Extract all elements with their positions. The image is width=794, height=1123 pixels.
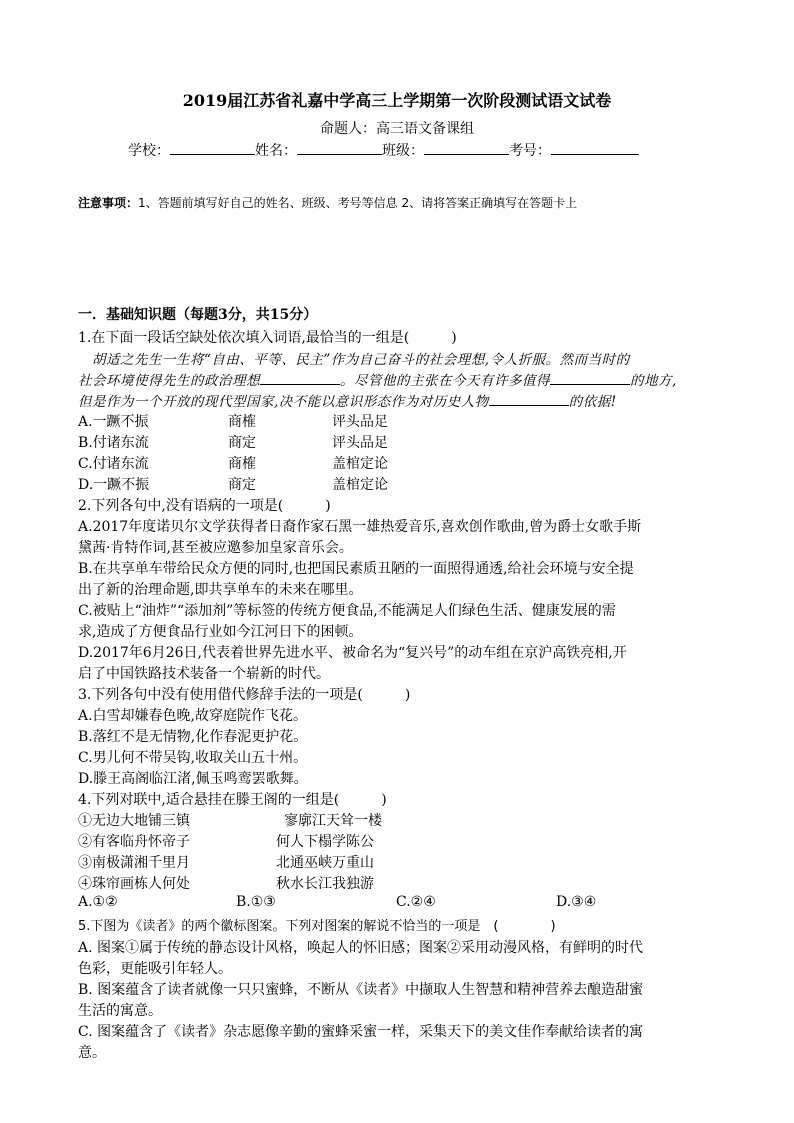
q4-couplet-right: 秋水长江我独游	[276, 876, 374, 892]
q2-option-b-cont: 出了新的治理命题,即共享单车的未来在哪里。	[78, 582, 363, 598]
q4-stem: 4.下列对联中,适合悬挂在滕王阁的一组是( )	[78, 792, 387, 808]
q1-option-d-word2: 商定	[228, 477, 256, 493]
q1-passage-line	[78, 369, 677, 389]
exam-no-blank[interactable]	[551, 140, 639, 155]
q3-option-c: C.男儿何不带吴钩,收取关山五十州。	[78, 750, 308, 766]
section-heading: 一．基础知识题（每题3分，共15分）	[78, 307, 318, 323]
q2-option-a-cont: 黛茜·肯特作词,甚至被应邀参加皇家音乐会。	[78, 540, 353, 556]
q4-couplet-left: ③南极潇湘千里月	[78, 855, 190, 871]
class-label: 班级：	[382, 143, 424, 159]
school-blank[interactable]	[170, 140, 255, 155]
q4-choice-b: B.①③	[236, 894, 276, 910]
notice-label: 注意事项：	[78, 196, 139, 210]
q1-passage-text: 的地方,	[630, 373, 677, 389]
q3-option-d: D.滕王高阁临江渚,佩玉鸣鸾罢歌舞。	[78, 771, 308, 787]
q1-option-c-word2: 商榷	[228, 456, 256, 472]
q1-passage-text: 的依据!	[568, 394, 617, 410]
exam-no-label: 考号：	[509, 143, 551, 159]
q5-option-b-cont: 生活的寓意。	[78, 1003, 162, 1019]
q1-blank-3	[489, 393, 569, 406]
q4-couplet-left: ①无边大地铺三镇	[78, 813, 190, 829]
q2-stem: 2.下列各句中,没有语病的一项是( )	[78, 498, 331, 514]
q4-choice-c: C.②④	[396, 894, 436, 910]
q1-option-b: B.付诸东流	[78, 435, 149, 451]
q1-blank-2	[550, 372, 630, 385]
q4-choice-d: D.③④	[556, 894, 597, 910]
q1-option-b-word2: 商定	[228, 435, 256, 451]
q1-option-a-word2: 商榷	[228, 414, 256, 430]
page-title: 2019届江苏省礼嘉中学高三上学期第一次阶段测试语文试卷	[182, 91, 612, 110]
q3-option-a: A.白雪却嫌春色晚,故穿庭院作飞花。	[78, 708, 308, 724]
notice	[78, 194, 577, 211]
q1-option-a: A.一蹶不振	[78, 414, 149, 430]
school-label: 学校：	[128, 143, 170, 159]
q5-option-c: C. 图案蕴含了《读者》杂志愿像辛勤的蜜蜂采蜜一样，采集天下的美文佳作奉献给读者的寓	[78, 1024, 644, 1040]
notice-text: 1、答题前填写好自己的姓名、班级、考号等信息 2、请将答案正确填写在答题卡上	[138, 196, 578, 210]
q1-option-c-word3: 盖棺定论	[332, 456, 388, 472]
q5-option-c-cont: 意。	[78, 1045, 106, 1061]
author-line: 命题人：高三语文备课组	[320, 121, 474, 137]
q5-stem: 5.下图为《读者》的两个徽标图案。下列对图案的解说不恰当的一项是 ( )	[78, 919, 556, 934]
name-blank[interactable]	[297, 140, 382, 155]
q1-option-d: D.一蹶不振	[78, 477, 150, 493]
q5-option-b: B. 图案蕴含了读者就像一只只蜜蜂，不断从《读者》中撷取人生智慧和精神营养去酿造甜蜜	[78, 982, 644, 998]
q3-stem: 3.下列各句中没有使用借代修辞手法的一项是( )	[78, 687, 411, 703]
q1-option-d-word3: 盖棺定论	[332, 477, 388, 493]
q1-passage-text: 但是作为一个开放的现代型国家,决不能以意识形态作为对历史人物	[78, 394, 489, 410]
q1-passage-line: 胡适之先生一生将“自由、平等、民主”作为自己奋斗的社会理想,令人折服。然而当时的	[78, 352, 630, 368]
q2-option-c: C.被贴上“油炸”“添加剂”等标签的传统方便食品,不能满足人们绿色生活、健康发展的需	[78, 603, 616, 619]
q4-couplet-right: 何人下榻学陈公	[276, 834, 374, 850]
student-info-row	[128, 140, 639, 160]
q5-option-a: A. 图案①属于传统的静态设计风格，唤起人的怀旧感；图案②采用动漫风格，有鲜明的时代	[78, 940, 644, 956]
q4-couplet-left: ②有客临舟怀帝子	[78, 834, 190, 850]
q1-passage-text: 。尽管他的主张在今天有许多值得	[340, 373, 550, 389]
q4-choice-a: A.①②	[78, 894, 118, 910]
q1-option-c: C.付诸东流	[78, 456, 149, 472]
q4-couplet-right: 北通巫峡万重山	[276, 855, 374, 871]
q1-passage-line	[78, 390, 617, 410]
q2-option-d: D.2017年6月26日,代表着世界先进水平、被命名为“复兴号”的动车组在京沪高铁亮相,开	[78, 645, 627, 661]
q2-option-c-cont: 求,造成了方便食品行业如今江河日下的困顿。	[78, 624, 363, 640]
q2-option-a: A.2017年度诺贝尔文学获得者日裔作家石黑一雄热爱音乐,喜欢创作歌曲,曾为爵士女歌手斯	[78, 519, 642, 535]
q2-option-d-cont: 启了中国铁路技术装备一个崭新的时代。	[78, 666, 330, 682]
q1-stem: 1.在下面一段话空缺处依次填入词语,最恰当的一组是( )	[78, 330, 457, 346]
q1-option-a-word3: 评头品足	[332, 414, 388, 430]
q5-option-a-cont: 色彩，更能吸引年轻人。	[78, 961, 232, 977]
q4-couplet-right: 寥廓江天耸一楼	[284, 813, 382, 829]
q2-option-b: B.在共享单车带给民众方便的同时,也把国民素质丑陋的一面照得通透,给社会环境与安全提	[78, 561, 634, 577]
q1-blank-1	[260, 372, 340, 385]
q3-option-b: B.落红不是无情物,化作春泥更护花。	[78, 729, 308, 745]
q4-couplet-left: ④珠帘画栋人何处	[78, 876, 190, 892]
q1-passage-text: 社会环境使得先生的政治理想	[78, 373, 260, 389]
name-label: 姓名：	[255, 143, 297, 159]
class-blank[interactable]	[424, 140, 509, 155]
q1-option-b-word3: 评头品足	[332, 435, 388, 451]
